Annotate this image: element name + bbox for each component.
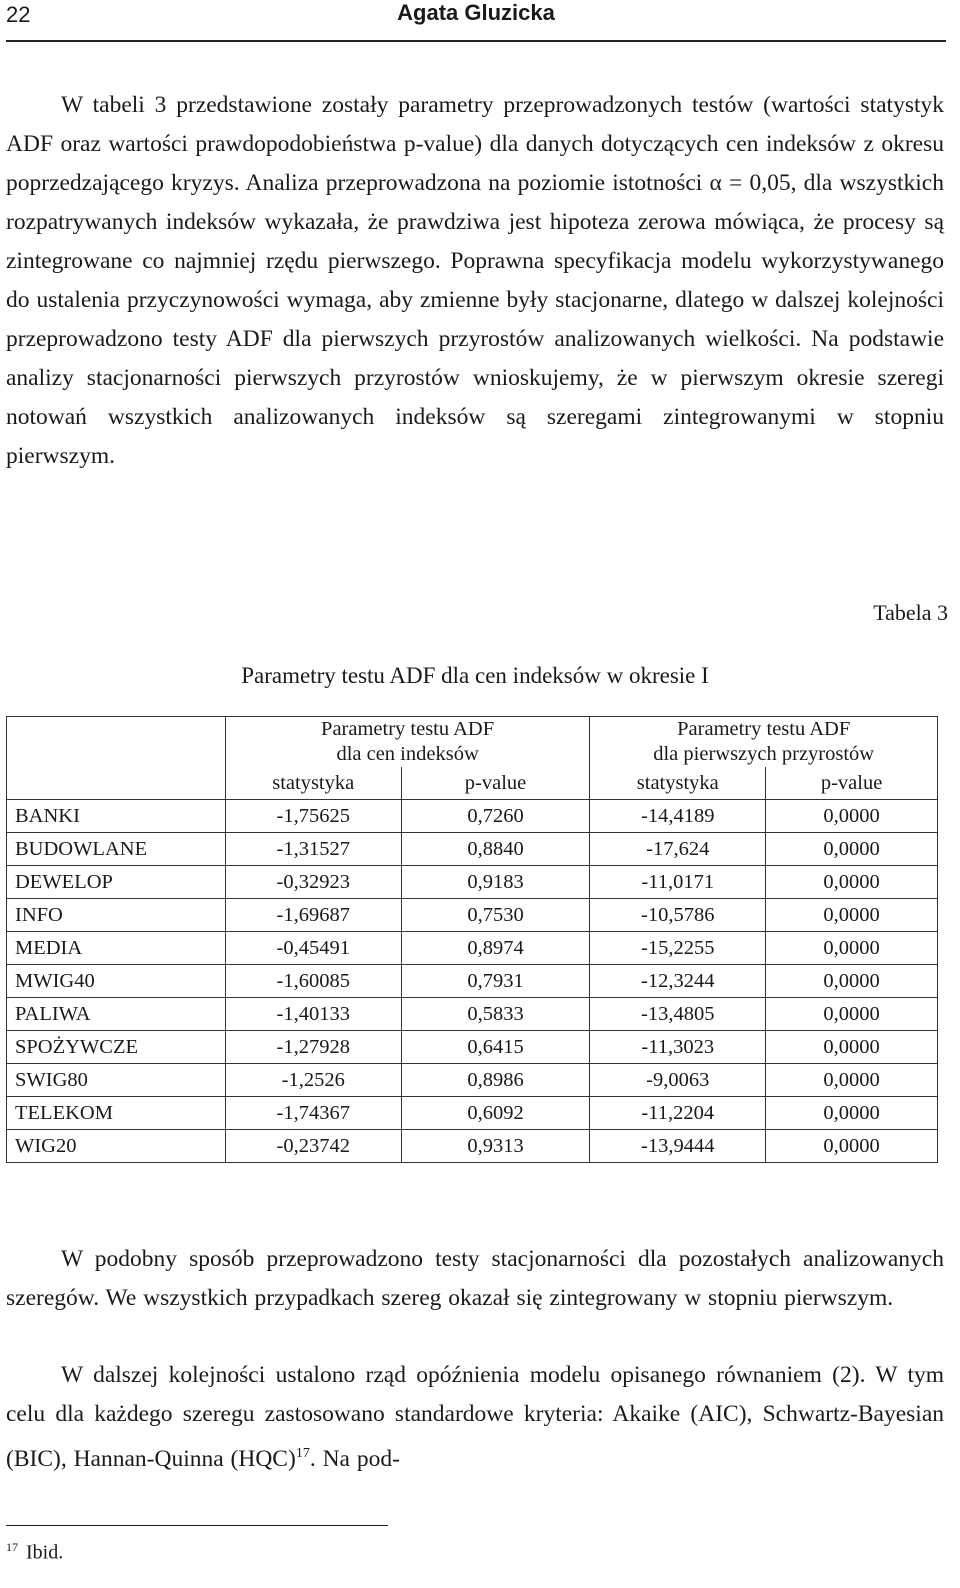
p-value-differences-cell: 0,0000 xyxy=(766,1130,938,1163)
row-name-cell: SPOŻYWCZE xyxy=(7,1031,226,1064)
table-row xyxy=(7,833,938,866)
p-value-levels-cell: 0,7260 xyxy=(401,800,590,833)
row-name-cell: INFO xyxy=(7,899,226,932)
adf-statistic-differences-cell: -13,9444 xyxy=(590,1130,766,1163)
p-value-levels-cell: 0,6415 xyxy=(401,1031,590,1064)
p-value-levels-cell: 0,8986 xyxy=(401,1064,590,1097)
row-name-cell: BANKI xyxy=(7,800,226,833)
adf-statistic-levels-cell: -1,31527 xyxy=(225,833,401,866)
paragraph-lag-order xyxy=(6,1356,944,1479)
adf-statistic-levels-cell: -0,23742 xyxy=(225,1130,401,1163)
p-value-differences-cell: 0,0000 xyxy=(766,932,938,965)
paragraph-stationarity: W podobny sposób przeprowadzono testy stacjonarności dla pozostałych analizowanych szeregów. We wszystkich przypadkach szereg okazał się zintegrowany w stopniu pierwszym. xyxy=(6,1246,944,1311)
table-row xyxy=(7,965,938,998)
group-header-levels xyxy=(225,717,590,768)
adf-statistic-differences-cell: -11,0171 xyxy=(590,866,766,899)
p-value-levels-cell: 0,7931 xyxy=(401,965,590,998)
p-value-differences-cell: 0,0000 xyxy=(766,998,938,1031)
adf-statistic-differences-cell: -17,624 xyxy=(590,833,766,866)
group-header-differences-line1: Parametry testu ADF xyxy=(677,718,851,740)
adf-statistic-differences-cell: -12,3244 xyxy=(590,965,766,998)
table-row xyxy=(7,800,938,833)
p-value-differences-cell: 0,0000 xyxy=(766,833,938,866)
table-row xyxy=(7,1064,938,1097)
row-name-cell: MEDIA xyxy=(7,932,226,965)
row-name-cell: PALIWA xyxy=(7,998,226,1031)
adf-statistic-differences-cell: -11,3023 xyxy=(590,1031,766,1064)
row-name-cell: BUDOWLANE xyxy=(7,833,226,866)
adf-statistic-differences-cell: -13,4805 xyxy=(590,998,766,1031)
adf-statistic-differences-cell: -10,5786 xyxy=(590,899,766,932)
footnote-text: Ibid. xyxy=(26,1541,64,1564)
footnote-divider xyxy=(6,1525,388,1526)
adf-statistic-differences-cell: -15,2255 xyxy=(590,932,766,965)
row-name-cell: DEWELOP xyxy=(7,866,226,899)
paragraph-lag-order-main: W dalszej kolejności ustalono rząd opóźnienia modelu opisanego równaniem (2). W tym celu dla każdego szeregu zastosowano standardowe kryteria: Akaike (AIC), Schwartz-Bayesian (BIC), Hannan-Quinna (HQC) xyxy=(6,1362,944,1472)
row-name-cell: TELEKOM xyxy=(7,1097,226,1130)
adf-statistic-differences-cell: -9,0063 xyxy=(590,1064,766,1097)
p-value-differences-cell: 0,0000 xyxy=(766,965,938,998)
group-header-levels-line2: dla cen indeksów xyxy=(336,743,479,765)
p-value-levels-cell: 0,9313 xyxy=(401,1130,590,1163)
p-value-differences-cell: 0,0000 xyxy=(766,899,938,932)
p-value-differences-cell: 0,0000 xyxy=(766,1064,938,1097)
table-row xyxy=(7,1130,938,1163)
table-row xyxy=(7,932,938,965)
group-header-differences xyxy=(590,717,938,768)
row-name-cell: SWIG80 xyxy=(7,1064,226,1097)
adf-statistic-levels-cell: -1,2526 xyxy=(225,1064,401,1097)
p-value-levels-cell: 0,8974 xyxy=(401,932,590,965)
p-value-levels-cell: 0,5833 xyxy=(401,998,590,1031)
table-corner-cell-lower xyxy=(7,767,226,800)
sub-header-p-value: p-value xyxy=(766,767,938,800)
footnote-reference: 17 xyxy=(295,1446,310,1461)
adf-statistic-differences-cell: -14,4189 xyxy=(590,800,766,833)
table-row xyxy=(7,1031,938,1064)
table-corner-cell xyxy=(7,717,226,768)
table-group-header-row xyxy=(7,717,938,768)
group-header-levels-line1: Parametry testu ADF xyxy=(321,718,495,740)
table-row xyxy=(7,899,938,932)
intro-paragraph: W tabeli 3 przedstawione zostały parametry przeprowadzonych testów (wartości statystyk ADF oraz wartości prawdopodobieństwa p-value) dla danych dotyczących cen indeksów z okresu poprzedzającego kryzys. Analiza przeprowadzona na poziomie istotności α = 0,05, dla wszystkich rozpatrywanych indeksów wykazała, że prawdziwa jest hipoteza zerowa mówiąca, że procesy są zintegrowane co najmniej rzędu pierwszego. Poprawna specyfikacja modelu wykorzystywanego do ustalenia przyczynowości wymaga, aby zmienne były stacjonarne, dlatego w dalszej kolejności przeprowadzono testy ADF dla pierwszych przyrostów analizowanych wielkości. Na podstawie analizy stacjonarności pierwszych przyrostów wnioskujemy, że w pierwszym okresie szeregi notowań wszystkich analizowanych indeksów są szeregami zintegrowanymi w stopniu pierwszym. xyxy=(6,92,944,469)
adf-statistic-levels-cell: -1,60085 xyxy=(225,965,401,998)
p-value-differences-cell: 0,0000 xyxy=(766,866,938,899)
adf-statistic-levels-cell: -0,45491 xyxy=(225,932,401,965)
paragraph-lag-order-tail: . Na pod- xyxy=(309,1445,400,1472)
row-name-cell: MWIG40 xyxy=(7,965,226,998)
adf-statistic-levels-cell: -1,40133 xyxy=(225,998,401,1031)
sub-header-statystyka: statystyka xyxy=(225,767,401,800)
page-header xyxy=(6,0,946,42)
p-value-levels-cell: 0,6092 xyxy=(401,1097,590,1130)
page-number: 22 xyxy=(6,2,31,27)
adf-statistic-levels-cell: -1,75625 xyxy=(225,800,401,833)
footnote-number: 17 xyxy=(6,1540,18,1554)
table-body xyxy=(7,800,938,1163)
row-name-cell: WIG20 xyxy=(7,1130,226,1163)
adf-statistic-levels-cell: -1,74367 xyxy=(225,1097,401,1130)
p-value-levels-cell: 0,7530 xyxy=(401,899,590,932)
table-row xyxy=(7,998,938,1031)
p-value-differences-cell: 0,0000 xyxy=(766,1031,938,1064)
p-value-differences-cell: 0,0000 xyxy=(766,800,938,833)
group-header-differences-line2: dla pierwszych przyrostów xyxy=(653,743,875,765)
running-head-author: Agata Gluzicka xyxy=(397,0,555,25)
p-value-levels-cell: 0,8840 xyxy=(401,833,590,866)
table-label: Tabela 3 xyxy=(873,600,948,625)
table-title: Parametry testu ADF dla cen indeksów w okresie I xyxy=(241,663,709,688)
p-value-differences-cell: 0,0000 xyxy=(766,1097,938,1130)
sub-header-statystyka: statystyka xyxy=(590,767,766,800)
footnote xyxy=(6,1540,63,1565)
adf-statistic-differences-cell: -11,2204 xyxy=(590,1097,766,1130)
table-sub-header-row xyxy=(7,767,938,800)
adf-table xyxy=(6,716,938,1163)
table-row xyxy=(7,1097,938,1130)
adf-statistic-levels-cell: -0,32923 xyxy=(225,866,401,899)
adf-statistic-levels-cell: -1,27928 xyxy=(225,1031,401,1064)
sub-header-p-value: p-value xyxy=(401,767,590,800)
adf-statistic-levels-cell: -1,69687 xyxy=(225,899,401,932)
table-row xyxy=(7,866,938,899)
p-value-levels-cell: 0,9183 xyxy=(401,866,590,899)
